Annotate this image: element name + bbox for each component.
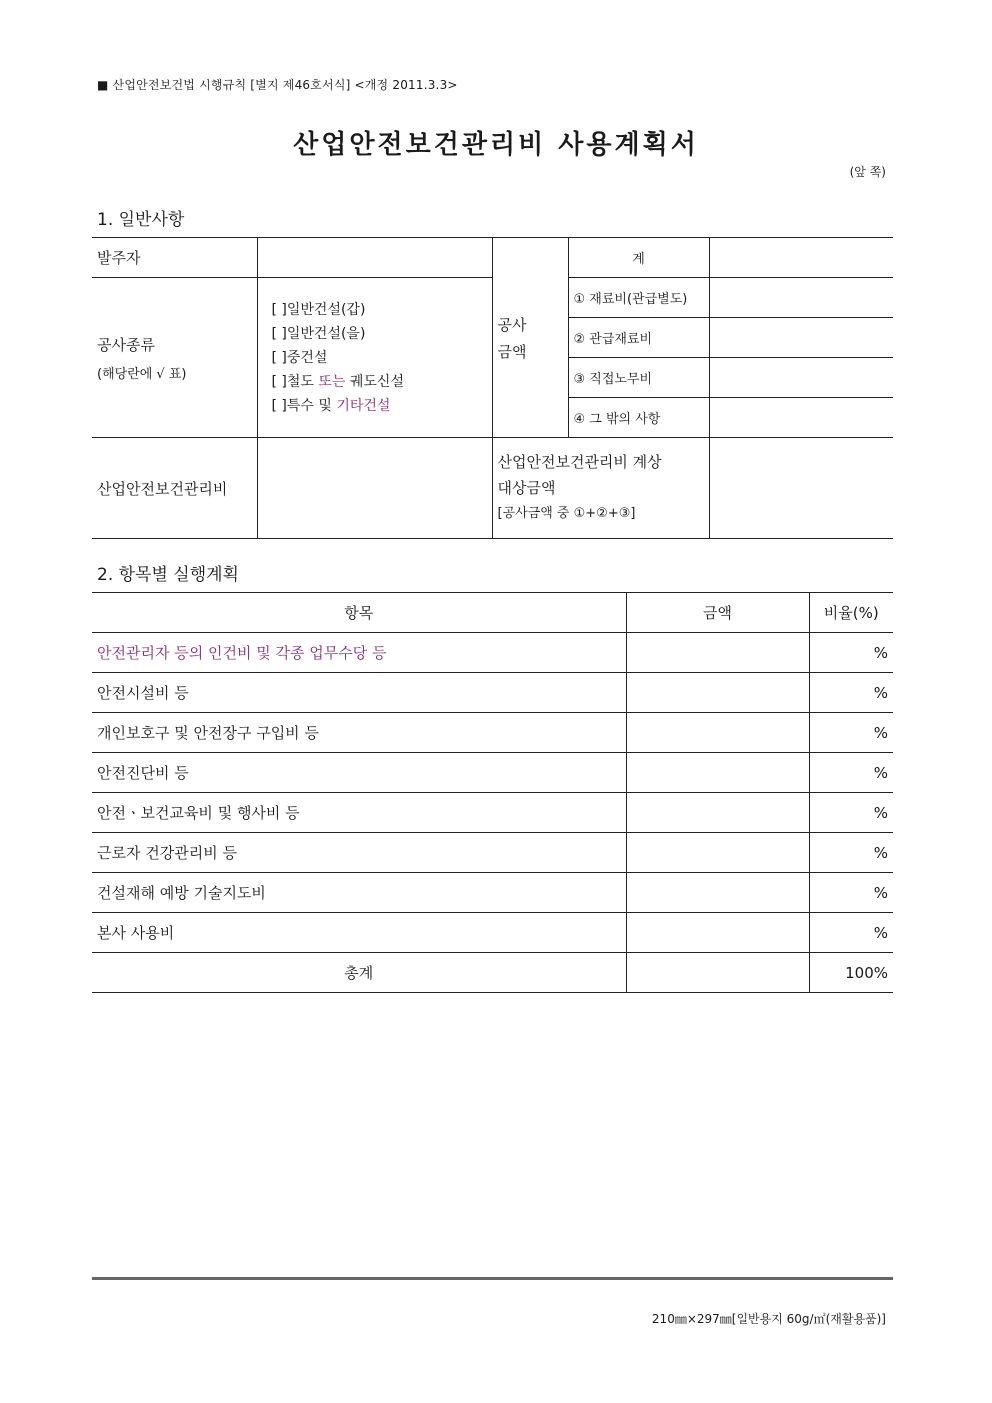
row-item-label: 안전관리자 등의 인건비 및 각종 업무수당 등 [92,633,626,673]
column-header-item: 항목 [92,593,626,633]
page-title: 산업안전보건관리비 사용계획서 [293,130,699,160]
cost-item-materials: ① 재료비(관급별도) [568,278,709,318]
target-amount-label-line2: 대상금액 [497,479,556,497]
row-amount-input[interactable] [626,913,809,953]
target-amount-label-line1: 산업안전보건관리비 계상 [497,453,662,471]
cost-item-government-materials: ② 관급재료비 [568,318,709,358]
safety-cost-input[interactable] [257,438,492,539]
row-ratio[interactable]: % [809,633,893,673]
row-amount-input[interactable] [626,753,809,793]
section1-heading: 1. 일반사항 [97,210,185,230]
cost-direct-labor-input[interactable] [709,358,893,398]
row-ratio[interactable]: % [809,753,893,793]
row-ratio[interactable]: % [809,793,893,833]
construction-amount-label [492,238,568,438]
option-general-b[interactable]: [ ]일반건설(을) [271,325,366,342]
cost-government-materials-input[interactable] [709,318,893,358]
construction-type-label: 공사종류 [97,335,155,354]
table-row [92,833,893,873]
column-header-ratio: 비율(%) [809,593,893,633]
execution-plan-table [92,592,893,993]
paper-spec: 210㎜×297㎜[일반용지 60g/㎡(재활용품)] [651,1312,886,1326]
option-heavy[interactable]: [ ]중건설 [271,349,328,366]
total-amount-input[interactable] [626,953,809,993]
row-amount-input[interactable] [626,713,809,753]
row-item-label: 안전진단비 등 [92,753,626,793]
total-ratio: 100% [809,953,893,993]
form-reference: ■ 산업안전보건법 시행규칙 [별지 제46호서식] <개정 2011.3.3> [97,78,458,92]
construction-amount-label-line2: 금액 [497,342,527,361]
option-railway[interactable]: [ ]철도 또는 궤도신설 [271,373,404,390]
total-label: 계 [568,238,709,278]
construction-type-cell [92,278,257,438]
row-amount-input[interactable] [626,673,809,713]
row-ratio[interactable]: % [809,673,893,713]
row-amount-input[interactable] [626,793,809,833]
table-row [92,873,893,913]
row-amount-input[interactable] [626,873,809,913]
general-info-table [92,237,893,539]
row-amount-input[interactable] [626,633,809,673]
row-ratio[interactable]: % [809,713,893,753]
total-row [92,953,893,993]
target-amount-input[interactable] [709,438,893,539]
row-item-label: 안전ㆍ보건교육비 및 행사비 등 [92,793,626,833]
table-row [92,753,893,793]
cost-materials-input[interactable] [709,278,893,318]
row-amount-input[interactable] [626,833,809,873]
total-amount-input[interactable] [709,238,893,278]
safety-cost-label: 산업안전보건관리비 [92,438,257,539]
construction-type-options [257,278,492,438]
footer-divider [92,1277,893,1280]
row-item-label: 근로자 건강관리비 등 [92,833,626,873]
row-item-label: 건설재해 예방 기술지도비 [92,873,626,913]
option-general-a[interactable]: [ ]일반건설(갑) [271,301,366,318]
target-amount-label [492,438,709,539]
construction-type-hint: (해당란에 √ 표) [97,366,187,382]
table-row [92,713,893,753]
cost-item-other: ④ 그 밖의 사항 [568,398,709,438]
section2-heading: 2. 항목별 실행계획 [97,565,239,585]
cost-item-direct-labor: ③ 직접노무비 [568,358,709,398]
total-row-label: 총계 [92,953,626,993]
column-header-amount: 금액 [626,593,809,633]
cost-other-input[interactable] [709,398,893,438]
client-input[interactable] [257,238,492,278]
row-ratio[interactable]: % [809,913,893,953]
option-special[interactable]: [ ]특수 및 기타건설 [271,397,391,414]
page-side-label: (앞 쪽) [849,165,886,179]
row-ratio[interactable]: % [809,873,893,913]
table-row [92,913,893,953]
table-row [92,633,893,673]
row-ratio[interactable]: % [809,833,893,873]
row-item-label: 안전시설비 등 [92,673,626,713]
table-row [92,793,893,833]
construction-amount-label-line1: 공사 [497,315,527,334]
row-item-label: 개인보호구 및 안전장구 구입비 등 [92,713,626,753]
target-amount-label-line3: [공사금액 중 ①+②+③] [497,506,636,521]
row-item-label: 본사 사용비 [92,913,626,953]
table-row [92,673,893,713]
client-label: 발주자 [92,238,257,278]
